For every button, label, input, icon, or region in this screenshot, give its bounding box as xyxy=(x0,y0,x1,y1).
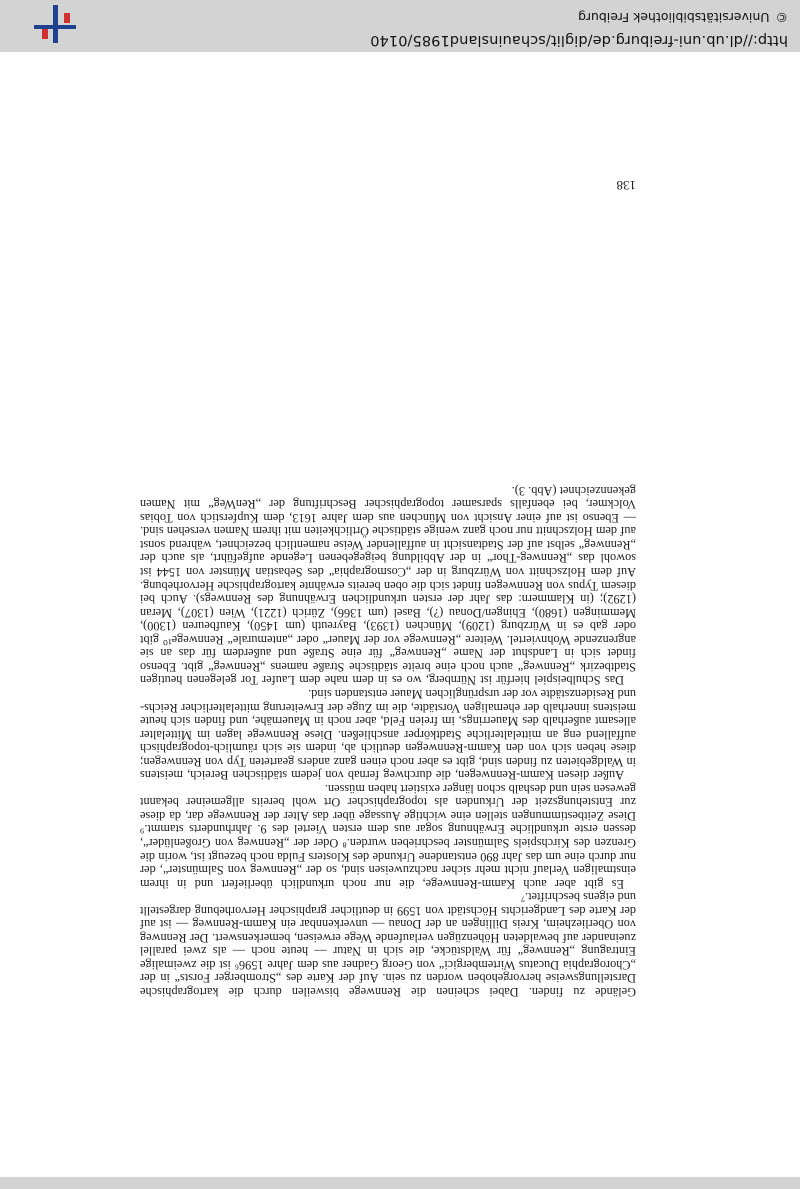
page-number: 138 xyxy=(616,178,636,193)
university-library-logo-icon xyxy=(26,5,84,43)
copyright-credit xyxy=(578,10,788,25)
header-bar xyxy=(0,0,800,52)
paragraph-3: Außer diesen Kamm-Rennwegen, die durchweg fernab von jedem städtischen Bereich, meistens in Waldgebieten zu finden sind, gibt es aber noch einen ganz anders gearteten Typ von Rennwegen; diese heben sich von den Kamm-Rennwegen deutlich ab, indem sie sich räumlich-topographisch auffallend eng an mittelalterliche Stadtkörper anschließen. Diese Rennwege lagen im Mittelalter allesamt außerhalb des Mauerrings, im freien Feld, aber noch in Mauernähe, und finden sich heute meistens innerhalb der ehemaligen Vorstädte, die im Zuge der Erweiterung mittelalterlicher Reichs- und Residenzstädte vor der ursprünglichen Mauer entstanden sind. xyxy=(140,686,636,783)
bottom-bar xyxy=(0,1177,800,1189)
body-text xyxy=(140,483,636,998)
paragraph-2: Es gibt aber auch Kamm-Rennwege, die nur noch urkundlich überliefert und in ihrem einstmaligen Verlauf nicht mehr sicher nachzuweisen sind, so der „Rennweg von Salmünster“, der nur durch eine um das Jahr 890 entstandene Urkunde des Klosters Fulda noch bezeugt ist, worin die Grenzen des Kirchspiels Salmünster beschrieben wurden.⁸ Oder der „Rennweg von Großenlüder“, dessen erste urkundliche Erwähnung sogar aus dem ersten Viertel des 9. Jahrhunderts stammt.⁹ Diese Zeitbestimmungen stellen eine wichtige Aussage über das Alter der Rennwege dar, da diese zur Entstehungszeit der Urkunden als topographischer Ort wohl bereits allgemeiner bekannt gewesen sein und deshalb schon länger existiert haben müssen. xyxy=(140,781,636,891)
copyright-icon: © xyxy=(775,10,788,25)
institution-name: Universitätsbibliothek Freiburg xyxy=(578,10,770,25)
source-url-link[interactable]: http://dl.ub.uni-freiburg.de/diglit/schauinsland1985/0140 xyxy=(370,32,788,48)
paragraph-1: Gelände zu finden. Dabei scheinen die Rennwege bisweilen durch die kartographische Darstellungsweise hervorgehoben worden zu sein. Auf der Karte des „Stromberger Forsts“ in der „Chorographia Ducatus Wirtembergici“ von Georg Gadner aus dem Jahre 1596⁶ ist die zweimalige Eintragung „Rennweg“ für Waldstücke, die sich in Natur — heute noch — als zwei parallel zueinander auf bewaldeten Höhenzügen verlaufende Wege erweisen, bemerkenswert. Der Rennweg von Oberliezheim, Kreis Dillingen an der Donau — unverkennbar ein Kamm-Rennweg — ist auf der Karte des Landgerichts Höchstädt von 1599 in deutlicher graphischer Hervorhebung dargestellt und eigens beschriftet.⁷ xyxy=(140,890,636,999)
paragraph-4: Das Schulbeispiel hierfür ist Nürnberg, wo es in dem nahe dem Laufer Tor gelegenen heutigen Stadtbezirk „Rennweg“ auch noch eine breite städtische Straße namens „Rennweg“ gibt. Ebenso findet sich in Landshut der Name „Rennweg“ für eine Straße und außerdem für das an sie angrenzende Wohnviertel. Weitere „Rennwege vor der Mauer“ oder „antemurale“ Rennwege¹⁰ gibt oder gab es in Würzburg (1209), München (1393), Bayreuth (um 1450), Kaufbeuren (1300), Memmingen (1680), Ehingen/Donau (?), Basel (um 1366), Zürich (1221), Wien (1307), Meran (1292); (in Klammern: das Jahr der ersten urkundlichen Erwähnung des Rennwegs). Auch bei diesem Typus von Rennwegen findet sich die oben bereits erwähnte kartographische Hervorhebung. Auf dem Holzschnitt von Würzburg in der „Cosmographia“ des Sebastian Münster von 1544 ist sowohl das „Rennweg-Thor“ in der Abbildung beigegebenen Legende aufgeführt, als auch der „Rennweg“ selbst auf der Stadtansicht in auffallender Weise namentlich bezeichnet, während sonst auf dem Holzschnitt nur noch ganz wenige städtische Örtlichkeiten mit ihrem Namen versehen sind. — Ebenso ist auf einer Ansicht von München aus dem Jahre 1613, dem Kupferstich von Tobias Volckmer, bei ebenfalls sparsamer topographischer Beschriftung der „RenWeg“ mit Namen gekennzeichnet (Abb. 3). xyxy=(140,483,636,688)
